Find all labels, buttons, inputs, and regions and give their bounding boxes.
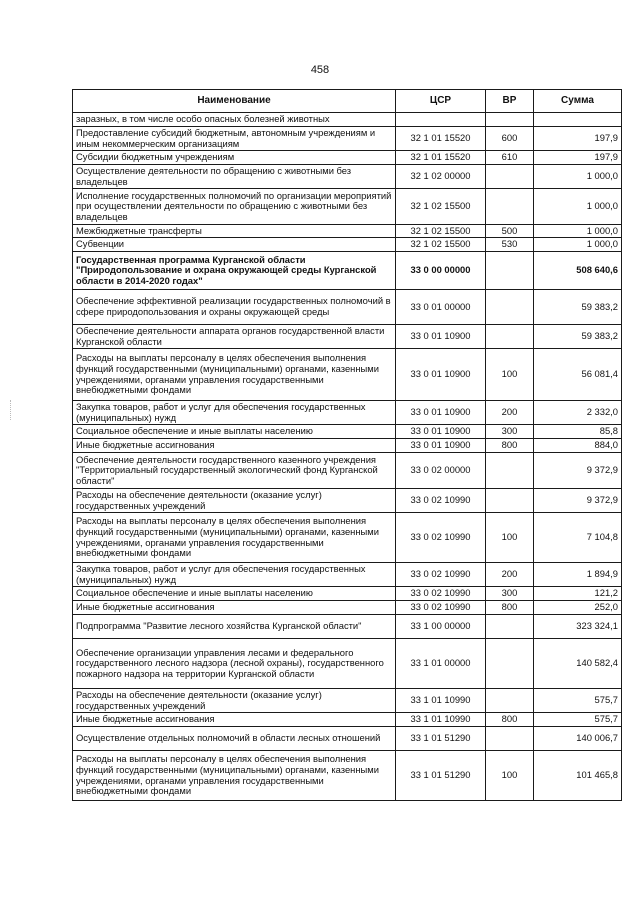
table-row — [73, 425, 622, 439]
row-name: Межбюджетные трансферты — [73, 225, 396, 238]
row-name: Обеспечение организации управления лесами и федерального государственного лесного надзора (лесной охраны), государственного пожарного надзора на территории Курганской области — [73, 639, 396, 689]
row-sum: 140 582,4 — [534, 639, 622, 689]
table-row — [73, 639, 622, 689]
row-vr — [486, 639, 534, 689]
row-vr: 100 — [486, 513, 534, 563]
row-sum: 252,0 — [534, 601, 622, 615]
row-name: Иные бюджетные ассигнования — [73, 601, 396, 615]
row-csr: 32 1 01 15520 — [396, 127, 486, 151]
row-vr: 200 — [486, 401, 534, 425]
table-row — [73, 689, 622, 713]
row-sum: 140 006,7 — [534, 727, 622, 751]
row-name: Закупка товаров, работ и услуг для обеспечения государственных (муниципальных) нужд — [73, 401, 396, 425]
row-vr — [486, 252, 534, 290]
row-sum: 85,8 — [534, 425, 622, 439]
row-vr — [486, 727, 534, 751]
row-csr: 33 1 01 51290 — [396, 751, 486, 801]
row-vr — [486, 489, 534, 513]
table-row — [73, 401, 622, 425]
table-row — [73, 349, 622, 401]
row-sum: 197,9 — [534, 151, 622, 165]
row-name: Исполнение государственных полномочий по организации мероприятий при осуществлении деятельности по обращению с животными без владельцев — [73, 189, 396, 225]
row-name: Субвенции — [73, 238, 396, 252]
row-vr: 530 — [486, 238, 534, 252]
table-row — [73, 238, 622, 252]
row-sum — [534, 113, 622, 127]
row-name: Субсидии бюджетным учреждениям — [73, 151, 396, 165]
budget-table — [72, 89, 622, 801]
row-vr: 100 — [486, 349, 534, 401]
row-csr: 32 1 02 15500 — [396, 225, 486, 238]
table-row — [73, 489, 622, 513]
row-vr: 200 — [486, 563, 534, 587]
row-name: Предоставление субсидий бюджетным, автономным учреждениям и иным некоммерческим организациям — [73, 127, 396, 151]
table-row — [73, 151, 622, 165]
row-vr: 500 — [486, 225, 534, 238]
row-csr: 32 1 02 00000 — [396, 165, 486, 189]
table-row — [73, 587, 622, 601]
row-vr: 800 — [486, 601, 534, 615]
row-name: Обеспечение эффективной реализации государственных полномочий в сфере природопользования и охраны окружающей среды — [73, 290, 396, 325]
row-csr: 33 0 01 10900 — [396, 325, 486, 349]
table-row — [73, 453, 622, 489]
row-sum: 1 000,0 — [534, 165, 622, 189]
row-vr — [486, 290, 534, 325]
row-csr: 33 1 01 00000 — [396, 639, 486, 689]
row-name: Обеспечение деятельности государственного казенного учреждения "Территориальный государственный экологический фонд Курганской области" — [73, 453, 396, 489]
row-sum: 2 332,0 — [534, 401, 622, 425]
row-name: Иные бюджетные ассигнования — [73, 713, 396, 727]
row-csr: 33 0 01 10900 — [396, 439, 486, 453]
row-name: Осуществление деятельности по обращению с животными без владельцев — [73, 165, 396, 189]
row-csr — [396, 113, 486, 127]
row-vr — [486, 615, 534, 639]
table-body — [73, 113, 622, 801]
row-csr: 33 1 01 10990 — [396, 689, 486, 713]
row-csr: 32 1 02 15500 — [396, 238, 486, 252]
row-vr: 100 — [486, 751, 534, 801]
row-name: Обеспечение деятельности аппарата органов государственной власти Курганской области — [73, 325, 396, 349]
row-sum: 56 081,4 — [534, 349, 622, 401]
table-row — [73, 127, 622, 151]
row-name: Расходы на обеспечение деятельности (оказание услуг) государственных учреждений — [73, 689, 396, 713]
row-csr: 33 0 02 10990 — [396, 601, 486, 615]
row-name: Подпрограмма "Развитие лесного хозяйства Курганской области" — [73, 615, 396, 639]
table-row — [73, 615, 622, 639]
row-sum: 575,7 — [534, 713, 622, 727]
table-row — [73, 189, 622, 225]
row-csr: 33 1 01 10990 — [396, 713, 486, 727]
row-name: Государственная программа Курганской области "Природопользование и охрана окружающей среды Курганской области в 2014-2020 годах" — [73, 252, 396, 290]
row-sum: 9 372,9 — [534, 453, 622, 489]
table-row — [73, 601, 622, 615]
header-vr: ВР — [486, 90, 534, 113]
row-csr: 33 0 01 10900 — [396, 425, 486, 439]
row-sum: 101 465,8 — [534, 751, 622, 801]
row-vr: 300 — [486, 425, 534, 439]
row-sum: 884,0 — [534, 439, 622, 453]
row-name: Социальное обеспечение и иные выплаты населению — [73, 425, 396, 439]
row-sum: 59 383,2 — [534, 325, 622, 349]
row-csr: 33 0 02 10990 — [396, 489, 486, 513]
table-row — [73, 439, 622, 453]
row-csr: 33 0 02 10990 — [396, 513, 486, 563]
row-vr — [486, 165, 534, 189]
row-name: заразных, в том числе особо опасных болезней животных — [73, 113, 396, 127]
row-sum: 508 640,6 — [534, 252, 622, 290]
row-sum: 1 000,0 — [534, 238, 622, 252]
table-row — [73, 290, 622, 325]
row-csr: 32 1 02 15500 — [396, 189, 486, 225]
row-csr: 33 0 02 10990 — [396, 587, 486, 601]
header-sum: Сумма — [534, 90, 622, 113]
row-csr: 33 0 01 10900 — [396, 401, 486, 425]
header-name: Наименование — [73, 90, 396, 113]
table-header-row — [73, 90, 622, 113]
row-vr: 800 — [486, 713, 534, 727]
table-row — [73, 225, 622, 238]
table-row — [73, 751, 622, 801]
row-vr — [486, 189, 534, 225]
row-csr: 32 1 01 15520 — [396, 151, 486, 165]
table-row — [73, 713, 622, 727]
row-csr: 33 0 00 00000 — [396, 252, 486, 290]
row-vr: 800 — [486, 439, 534, 453]
table-row — [73, 113, 622, 127]
row-sum: 9 372,9 — [534, 489, 622, 513]
row-name: Иные бюджетные ассигнования — [73, 439, 396, 453]
row-name: Закупка товаров, работ и услуг для обеспечения государственных (муниципальных) нужд — [73, 563, 396, 587]
row-vr: 600 — [486, 127, 534, 151]
row-sum: 575,7 — [534, 689, 622, 713]
row-vr — [486, 325, 534, 349]
row-csr: 33 0 02 00000 — [396, 453, 486, 489]
row-csr: 33 0 01 00000 — [396, 290, 486, 325]
row-name: Расходы на выплаты персоналу в целях обеспечения выполнения функций государственными (муниципальными) органами, казенными учреждениями, органами управления государственными внебюджетными фондами — [73, 513, 396, 563]
row-vr: 300 — [486, 587, 534, 601]
row-sum: 59 383,2 — [534, 290, 622, 325]
row-name: Расходы на обеспечение деятельности (оказание услуг) государственных учреждений — [73, 489, 396, 513]
table-row — [73, 252, 622, 290]
row-vr: 610 — [486, 151, 534, 165]
table-row — [73, 563, 622, 587]
row-sum: 121,2 — [534, 587, 622, 601]
row-vr — [486, 689, 534, 713]
row-sum: 1 894,9 — [534, 563, 622, 587]
table-row — [73, 513, 622, 563]
row-name: Расходы на выплаты персоналу в целях обеспечения выполнения функций государственными (муниципальными) органами, казенными учреждениями, органами управления государственными внебюджетными фондами — [73, 349, 396, 401]
table-row — [73, 165, 622, 189]
row-sum: 197,9 — [534, 127, 622, 151]
row-sum: 323 324,1 — [534, 615, 622, 639]
row-sum: 7 104,8 — [534, 513, 622, 563]
row-sum: 1 000,0 — [534, 189, 622, 225]
header-csr: ЦСР — [396, 90, 486, 113]
margin-mark — [10, 400, 17, 420]
row-csr: 33 0 02 10990 — [396, 563, 486, 587]
row-sum: 1 000,0 — [534, 225, 622, 238]
row-vr — [486, 453, 534, 489]
table-row — [73, 727, 622, 751]
table-row — [73, 325, 622, 349]
row-csr: 33 1 01 51290 — [396, 727, 486, 751]
page-number: 458 — [310, 64, 330, 76]
row-name: Социальное обеспечение и иные выплаты населению — [73, 587, 396, 601]
row-csr: 33 0 01 10900 — [396, 349, 486, 401]
row-name: Расходы на выплаты персоналу в целях обеспечения выполнения функций государственными (муниципальными) органами, казенными учреждениями, органами управления государственными внебюджетными фондами — [73, 751, 396, 801]
row-vr — [486, 113, 534, 127]
row-name: Осуществление отдельных полномочий в области лесных отношений — [73, 727, 396, 751]
row-csr: 33 1 00 00000 — [396, 615, 486, 639]
